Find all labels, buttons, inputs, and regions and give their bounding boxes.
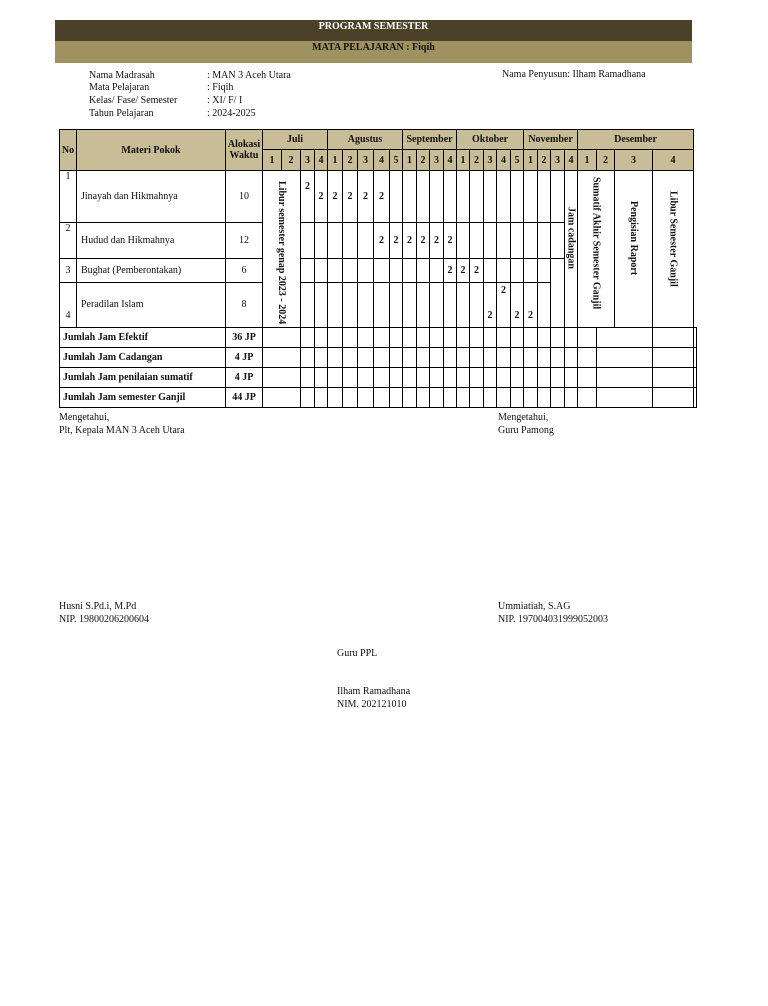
sign-center-name: Ilham Ramadhana xyxy=(337,686,411,697)
row-alokasi: 12 xyxy=(226,223,263,258)
header-alokasi: Alokasi Waktu xyxy=(226,130,263,171)
week-number: 1 xyxy=(328,150,343,171)
week-cell xyxy=(497,258,511,282)
info-value: : 2024-2025 xyxy=(207,108,256,119)
info-key: Kelas/ Fase/ Semester xyxy=(89,95,178,106)
week-number: 3 xyxy=(484,150,497,171)
week-cell xyxy=(328,258,343,282)
week-number: 4 xyxy=(444,150,457,171)
week-cell: 2 xyxy=(403,223,417,258)
week-cell xyxy=(551,223,565,258)
week-number: 2 xyxy=(343,150,358,171)
week-cell xyxy=(524,258,538,282)
week-cell xyxy=(430,282,444,328)
row-materi: Hudud dan Hikmahnya xyxy=(77,223,226,258)
week-cell: 2 xyxy=(390,223,403,258)
week-number: 1 xyxy=(403,150,417,171)
week-number: 1 xyxy=(524,150,538,171)
summary-label: Jumlah Jam Efektif xyxy=(60,328,226,348)
info-value: : XI/ F/ I xyxy=(207,95,243,106)
week-cell xyxy=(551,171,565,223)
libur-genap-note: Libur semester genap 2023 - 2024 xyxy=(263,171,301,328)
week-cell xyxy=(403,258,417,282)
week-number: 2 xyxy=(282,150,301,171)
week-cell xyxy=(470,282,484,328)
sign-center-role: Guru PPL xyxy=(337,648,378,659)
week-cell xyxy=(511,258,524,282)
week-cell xyxy=(444,282,457,328)
raport-note: Pengisian Raport xyxy=(615,171,653,328)
week-cell: 2 xyxy=(484,282,497,328)
program-title: PROGRAM SEMESTER xyxy=(55,20,692,41)
summary-row xyxy=(60,348,697,368)
week-cell xyxy=(457,223,470,258)
row-no: 4 xyxy=(60,282,77,328)
week-cell xyxy=(374,258,390,282)
week-number: 3 xyxy=(551,150,565,171)
week-cell xyxy=(444,171,457,223)
info-key: Mata Pelajaran xyxy=(89,82,150,93)
week-cell xyxy=(315,282,328,328)
week-cell xyxy=(343,282,358,328)
summary-row xyxy=(60,368,697,388)
week-cell xyxy=(417,171,430,223)
week-cell xyxy=(524,171,538,223)
row-materi: Bughat (Pemberontakan) xyxy=(77,258,226,282)
row-no: 3 xyxy=(60,258,77,282)
week-cell xyxy=(497,171,511,223)
info-key: Tahun Pelajaran xyxy=(89,108,154,119)
week-cell xyxy=(315,223,328,258)
sign-left-intro: Mengetahui, xyxy=(59,412,110,423)
week-cell: 2 xyxy=(470,258,484,282)
sumatif-note: Sumatif Akhir Semester Ganjil xyxy=(578,171,615,328)
week-cell xyxy=(538,223,551,258)
week-cell xyxy=(457,282,470,328)
week-cell xyxy=(417,282,430,328)
week-cell xyxy=(301,258,315,282)
summary-label: Jumlah Jam semester Ganjil xyxy=(60,388,226,408)
week-cell: 2 xyxy=(524,282,538,328)
summary-label: Jumlah Jam penilaian sumatif xyxy=(60,368,226,388)
week-number: 5 xyxy=(511,150,524,171)
row-alokasi: 8 xyxy=(226,282,263,328)
week-number: 3 xyxy=(615,150,653,171)
week-cell xyxy=(430,171,444,223)
row-no: 2 xyxy=(60,223,77,258)
sign-left-nip: NIP. 19800206200604 xyxy=(59,614,150,625)
header-no: No xyxy=(60,130,77,171)
week-number: 4 xyxy=(374,150,390,171)
info-key: Nama Madrasah xyxy=(89,70,155,81)
week-cell: 2 xyxy=(430,223,444,258)
week-cell xyxy=(390,258,403,282)
week-number: 5 xyxy=(390,150,403,171)
week-number: 4 xyxy=(565,150,578,171)
sign-center-nim: NIM. 202121010 xyxy=(337,699,407,710)
month-oktober: Oktober xyxy=(457,130,524,150)
month-juli: Juli xyxy=(263,130,328,150)
semester-program-table xyxy=(59,129,697,408)
week-cell xyxy=(430,258,444,282)
table-row xyxy=(60,171,697,223)
info-value: : Fiqih xyxy=(207,82,234,93)
week-cell xyxy=(457,171,470,223)
summary-label: Jumlah Jam Cadangan xyxy=(60,348,226,368)
week-cell xyxy=(403,171,417,223)
summary-value: 4 JP xyxy=(226,348,263,368)
week-cell: 2 xyxy=(358,171,374,223)
week-number: 2 xyxy=(417,150,430,171)
week-cell: 2 xyxy=(328,171,343,223)
week-cell xyxy=(343,258,358,282)
sign-left-name: Husni S.Pd.i, M.Pd xyxy=(59,601,137,612)
week-number: 1 xyxy=(457,150,470,171)
week-cell: 2 xyxy=(301,171,315,223)
week-cell xyxy=(328,223,343,258)
week-cell xyxy=(301,223,315,258)
week-cell xyxy=(484,223,497,258)
week-cell xyxy=(358,223,374,258)
month-desember: Desember xyxy=(578,130,694,150)
week-cell xyxy=(417,258,430,282)
libur-ganjil-note: Libur Semester Ganjil xyxy=(653,171,694,328)
week-cell xyxy=(484,171,497,223)
cadangan-note: Jam cadangan xyxy=(565,171,578,328)
week-cell xyxy=(538,171,551,223)
row-alokasi: 10 xyxy=(226,171,263,223)
week-cell xyxy=(301,282,315,328)
week-cell xyxy=(343,223,358,258)
week-cell xyxy=(358,282,374,328)
week-cell: 2 xyxy=(343,171,358,223)
summary-row xyxy=(60,328,697,348)
info-value: : MAN 3 Aceh Utara xyxy=(207,70,291,81)
summary-value: 36 JP xyxy=(226,328,263,348)
week-cell xyxy=(374,282,390,328)
week-cell xyxy=(358,258,374,282)
info-block xyxy=(89,69,389,121)
month-november: November xyxy=(524,130,578,150)
week-cell: 2 xyxy=(444,223,457,258)
week-number: 3 xyxy=(430,150,444,171)
row-materi: Peradilan Islam xyxy=(77,282,226,328)
week-cell xyxy=(524,223,538,258)
week-cell xyxy=(470,171,484,223)
row-materi: Jinayah dan Hikmahnya xyxy=(77,171,226,223)
month-september: September xyxy=(403,130,457,150)
week-cell xyxy=(497,223,511,258)
subject-title: MATA PELAJARAN : Fiqih xyxy=(55,41,692,63)
week-cell xyxy=(390,171,403,223)
sign-left-role: Plt, Kepala MAN 3 Aceh Utara xyxy=(59,425,185,436)
week-cell: 2 xyxy=(374,223,390,258)
week-number: 1 xyxy=(263,150,282,171)
week-number: 2 xyxy=(597,150,615,171)
week-cell: 2 xyxy=(417,223,430,258)
week-cell xyxy=(390,282,403,328)
sign-right-name: Ummiatiah, S.AG xyxy=(498,601,571,612)
week-cell: 2 xyxy=(457,258,470,282)
week-cell xyxy=(538,258,551,282)
summary-row xyxy=(60,388,697,408)
week-number: 2 xyxy=(470,150,484,171)
week-cell: 2 xyxy=(374,171,390,223)
week-cell xyxy=(511,171,524,223)
summary-value: 4 JP xyxy=(226,368,263,388)
week-number: 4 xyxy=(653,150,694,171)
week-cell xyxy=(315,258,328,282)
row-alokasi: 6 xyxy=(226,258,263,282)
week-cell xyxy=(484,258,497,282)
week-cell xyxy=(538,282,551,328)
week-number: 3 xyxy=(358,150,374,171)
week-number: 3 xyxy=(301,150,315,171)
week-cell: 2 xyxy=(444,258,457,282)
row-no: 1 xyxy=(60,171,77,223)
week-cell xyxy=(403,282,417,328)
week-cell xyxy=(511,223,524,258)
week-cell: 2 xyxy=(511,282,524,328)
header-materi: Materi Pokok xyxy=(77,130,226,171)
week-cell: 2 xyxy=(315,171,328,223)
author-name: Nama Penyusun: Ilham Ramadhana xyxy=(502,69,646,80)
week-cell xyxy=(328,282,343,328)
week-number: 4 xyxy=(497,150,511,171)
week-cell: 2 xyxy=(497,282,511,328)
sign-right-intro: Mengetahui, xyxy=(498,412,549,423)
week-number: 1 xyxy=(578,150,597,171)
week-number: 2 xyxy=(538,150,551,171)
week-cell xyxy=(470,223,484,258)
sign-right-nip: NIP. 197004031999052003 xyxy=(498,614,609,625)
month-agustus: Agustus xyxy=(328,130,403,150)
summary-value: 44 JP xyxy=(226,388,263,408)
week-number: 4 xyxy=(315,150,328,171)
sign-right-role: Guru Pamong xyxy=(498,425,554,436)
